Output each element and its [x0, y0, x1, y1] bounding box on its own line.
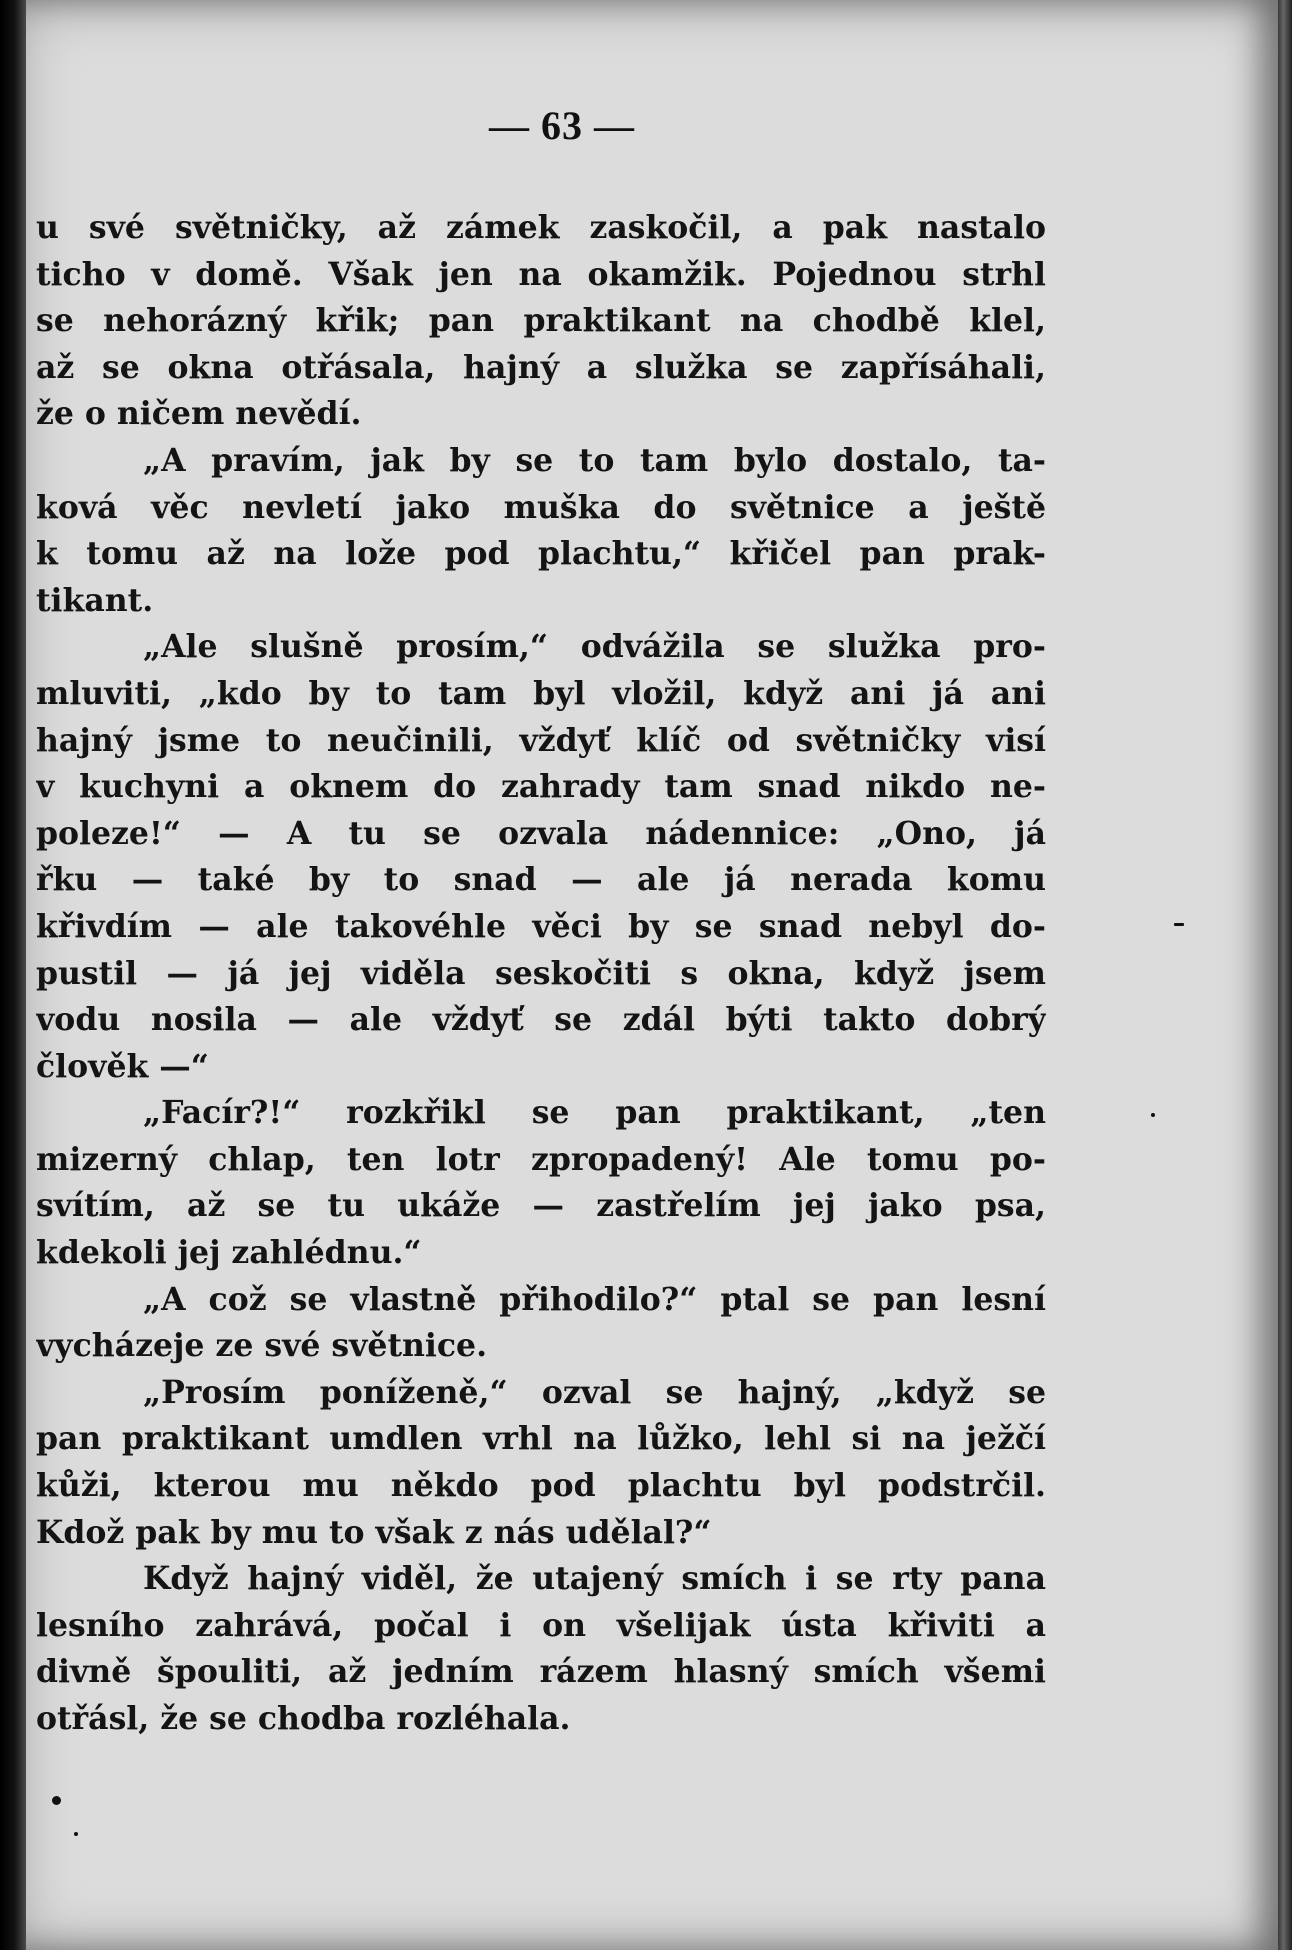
text-line: „Ale slušně prosím,“ odvážila se služka pro-: [143, 628, 1046, 666]
text-line: mizerný chlap, ten lotr zpropadený! Ale tomu po-: [36, 1140, 1046, 1178]
binding-shadow: [0, 0, 26, 1950]
text-line: se nehorázný křik; pan praktikant na chodbě klel,: [36, 302, 1046, 340]
text-line: pan praktikant umdlen vrhl na lůžko, lehl si na ježčí: [36, 1420, 1046, 1458]
page-number: — 63 —: [489, 103, 635, 148]
text-line: divně špouliti, až jedním rázem hlasný smích všemi: [36, 1653, 1046, 1691]
text-line: vycházeje ze své světnice.: [36, 1327, 488, 1365]
text-line: tikant.: [36, 581, 154, 619]
text-line: hajný jsme to neučinili, vždyť klíč od světničky visí: [36, 721, 1046, 759]
text-line: Když hajný viděl, že utajený smích i se rty pana: [143, 1560, 1046, 1598]
text-line: vodu nosila — ale vždyť se zdál býti takto dobrý: [36, 1001, 1046, 1039]
text-line: člověk —“: [36, 1047, 209, 1085]
ink-speck: [52, 1796, 61, 1805]
text-line: křivdím — ale takovéhle věci by se snad nebyl do-: [36, 907, 1046, 945]
text-line: otřásl, že se chodba rozléhala.: [36, 1700, 571, 1737]
text-line: poleze!“ — A tu se ozvala nádennice: „Ono, já: [36, 814, 1046, 852]
paper-sheet: [16, 0, 1278, 1950]
text-line: lesního zahrává, počal i on všelijak ústa křiviti a: [36, 1606, 1046, 1644]
text-line: ticho v domě. Však jen na okamžik. Pojednou strhl: [36, 255, 1046, 293]
ink-speck: [1151, 1113, 1155, 1117]
text-line: svítím, až se tu ukáže — zastřelím jej jako psa,: [36, 1187, 1046, 1225]
text-line: k tomu až na lože pod plachtu,“ křičel pan prak-: [36, 535, 1046, 573]
text-line: až se okna otřásala, hajný a služka se zapřísáhali,: [36, 348, 1046, 386]
text-line: Kdož pak by mu to však z nás udělal?“: [36, 1513, 712, 1551]
text-line: „A což se vlastně přihodilo?“ ptal se pan lesní: [143, 1280, 1046, 1318]
text-line: „Facír?!“ rozkřikl se pan praktikant, „ten: [143, 1094, 1046, 1132]
text-line: „A pravím, jak by se to tam bylo dostalo, ta-: [143, 441, 1046, 479]
ink-speck: [74, 1832, 78, 1836]
text-line: že o ničem nevědí.: [36, 395, 362, 433]
text-line: ková věc nevletí jako muška do světnice a ještě: [36, 488, 1046, 526]
text-line: pustil — já jej viděla seskočiti s okna, když jsem: [36, 954, 1046, 992]
text-line: kůži, kterou mu někdo pod plachtu byl podstrčil.: [36, 1467, 1046, 1505]
text-line: řku — také by to snad — ale já nerada komu: [36, 861, 1046, 899]
body-text: [36, 205, 1046, 1743]
text-line: „Prosím poníženě,“ ozval se hajný, „když se: [143, 1373, 1046, 1411]
page-edge-shadow: [1278, 0, 1292, 1950]
text-line: kdekoli jej zahlédnu.“: [36, 1234, 422, 1272]
text-line: mluviti, „kdo by to tam byl vložil, když ani já ani: [36, 674, 1046, 712]
text-line: u své světničky, až zámek zaskočil, a pak nastalo: [36, 209, 1046, 246]
ink-speck: [1174, 923, 1184, 926]
text-line: v kuchyni a oknem do zahrady tam snad nikdo ne-: [36, 768, 1046, 806]
